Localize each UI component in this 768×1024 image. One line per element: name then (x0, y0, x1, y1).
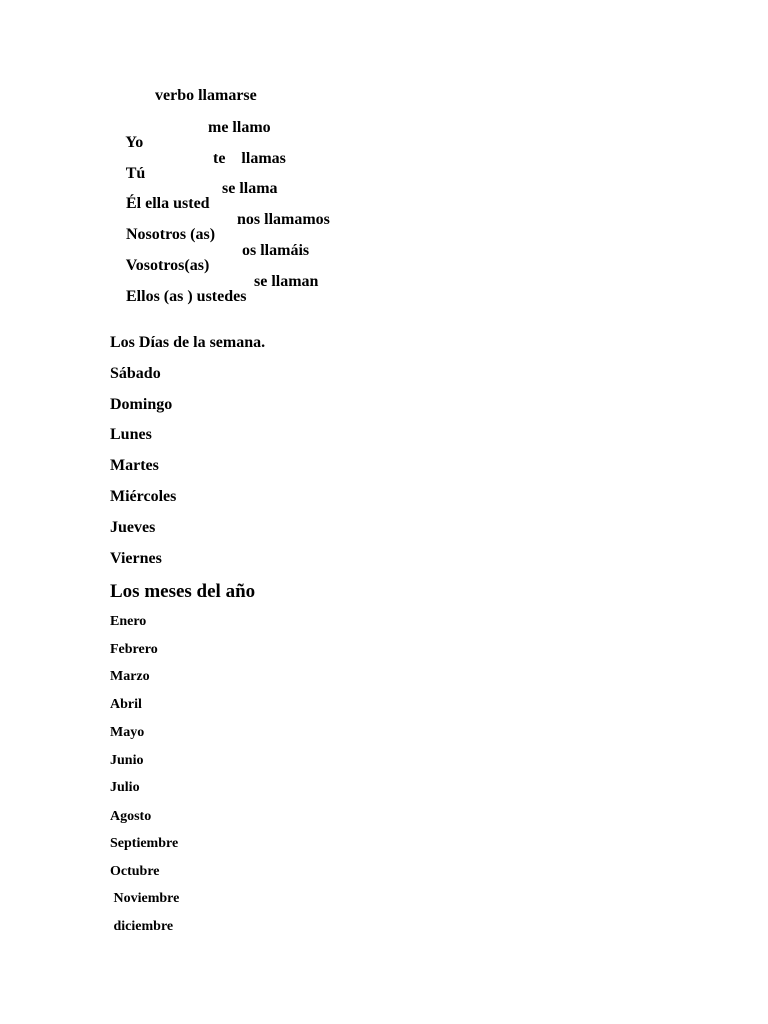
months-title: Los meses del año (110, 581, 256, 602)
conjugation-title: verbo llamarse (155, 87, 257, 104)
verb-form: te llamas (213, 150, 286, 167)
day-item: Jueves (110, 519, 156, 536)
month-item: Enero (110, 614, 147, 629)
verb-form: se llaman (254, 273, 319, 290)
month-item: Octubre (110, 864, 160, 879)
pronoun: Yo (125, 134, 144, 151)
month-item: Marzo (110, 669, 150, 684)
verb-form: me llamo (208, 119, 271, 136)
pronoun: Nosotros (as) (126, 226, 216, 243)
pronoun: Ellos (as ) ustedes (126, 288, 247, 305)
verb-form: nos llamamos (237, 211, 330, 228)
pronoun: Él ella usted (126, 195, 210, 212)
month-item: diciembre (110, 919, 174, 934)
day-item: Sábado (110, 365, 161, 382)
month-item: Agosto (110, 809, 152, 824)
month-item: Mayo (110, 725, 145, 740)
verb-form: os llamáis (242, 242, 310, 259)
day-item: Lunes (110, 426, 152, 443)
month-item: Febrero (110, 642, 158, 657)
month-item: Julio (110, 780, 140, 795)
pronoun: Tú (125, 165, 146, 182)
day-item: Martes (110, 457, 159, 474)
month-item: Noviembre (110, 891, 180, 906)
days-title: Los Días de la semana. (110, 334, 266, 351)
day-item: Miércoles (110, 488, 177, 505)
day-item: Viernes (110, 550, 162, 567)
month-item: Junio (110, 753, 144, 768)
conjugation-row (110, 273, 246, 321)
month-item: Abril (110, 697, 142, 712)
month-item: Septiembre (110, 836, 179, 851)
verb-form: se llama (222, 180, 278, 197)
day-item: Domingo (110, 396, 173, 413)
pronoun: Vosotros(as) (125, 257, 210, 274)
